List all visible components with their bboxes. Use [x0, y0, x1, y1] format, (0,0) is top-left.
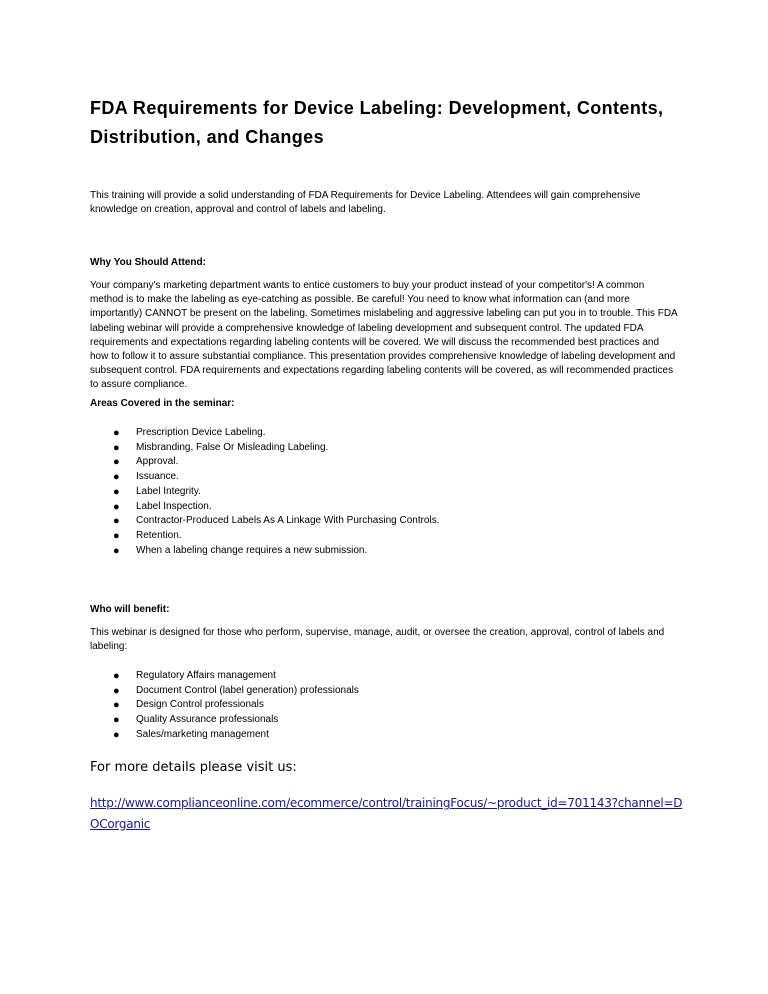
- bullet-icon: ●: [113, 485, 120, 498]
- more-details-text: For more details please visit us:: [90, 760, 297, 775]
- bullet-icon: ●: [113, 699, 120, 712]
- bullet-icon: ●: [113, 456, 120, 469]
- list-item: ● Document Control (label generation) professionals: [113, 684, 359, 697]
- document-title: FDA Requirements for Device Labeling: Development, Contents, Distribution, and Changes: [90, 98, 664, 147]
- bullet-icon: ●: [113, 471, 120, 484]
- list-item: ● Contractor-Produced Labels As A Linkage With Purchasing Controls.: [113, 515, 440, 528]
- bullet-icon: ●: [113, 441, 120, 454]
- areas-covered-heading: Areas Covered in the seminar:: [90, 398, 235, 409]
- list-item: ● Sales/marketing management: [113, 728, 269, 741]
- who-will-benefit-heading: Who will benefit:: [90, 604, 170, 615]
- bullet-icon: ●: [113, 529, 120, 542]
- list-item: ● Label Inspection.: [113, 500, 212, 513]
- why-attend-heading: Why You Should Attend:: [90, 257, 206, 268]
- list-item: ● Approval.: [113, 456, 179, 469]
- list-item: ● Prescription Device Labeling.: [113, 427, 266, 439]
- bullet-icon: ●: [113, 670, 120, 682]
- bullet-icon: ●: [113, 714, 120, 727]
- bullet-icon: ●: [113, 684, 120, 697]
- why-attend-paragraph: Your company's marketing department wants to entice customers to buy your product instead of your competitor's! A common method is to make the labeling as eye-catching as possible. Be careful! You need to know what information can (and more importantly) CANNOT be present on the labeling. Sometimes mislabeling and aggressive labeling can put you in to trouble. This FDA labeling webinar will provide a comprehensive knowledge of labeling development and subsequent control. The updated FDA requirements and expectations regarding labeling contents will be covered. We will discuss the recommended best practices and how to follow it to assure substantial compliance. This presentation provides comprehensive knowledge of labeling development and subsequent control. FDA requirements and expectations regarding labeling contents will be covered, as will recommended practices to assure compliance.: [90, 280, 678, 391]
- who-will-benefit-paragraph: This webinar is designed for those who perform, supervise, manage, audit, or oversee the creation, approval, control of labels and labeling:: [90, 627, 665, 652]
- areas-covered-list: [90, 426, 440, 558]
- bullet-icon: ●: [113, 427, 120, 439]
- details-link[interactable]: http://www.complianceonline.com/ecommerce/control/trainingFocus/~product_id=701143?channel=DOCorganic: [90, 796, 683, 831]
- list-item: ● Regulatory Affairs management: [113, 670, 276, 682]
- bullet-icon: ●: [113, 500, 120, 513]
- audience-list: [90, 669, 359, 743]
- list-item: ● When a labeling change requires a new submission.: [113, 544, 368, 557]
- list-item: ● Quality Assurance professionals: [113, 714, 279, 727]
- list-item: ● Issuance.: [113, 471, 179, 484]
- list-item: ● Label Integrity.: [113, 485, 201, 498]
- list-item: ● Design Control professionals: [113, 699, 264, 712]
- bullet-icon: ●: [113, 515, 120, 528]
- list-item: ● Misbranding, False Or Misleading Labeling.: [113, 441, 329, 454]
- list-item: ● Retention.: [113, 529, 182, 542]
- bullet-icon: ●: [113, 544, 120, 557]
- intro-paragraph: This training will provide a solid understanding of FDA Requirements for Device Labeling. Attendees will gain comprehensive knowledge on creation, approval and control of labels and labeling.: [90, 190, 641, 215]
- bullet-icon: ●: [113, 728, 120, 741]
